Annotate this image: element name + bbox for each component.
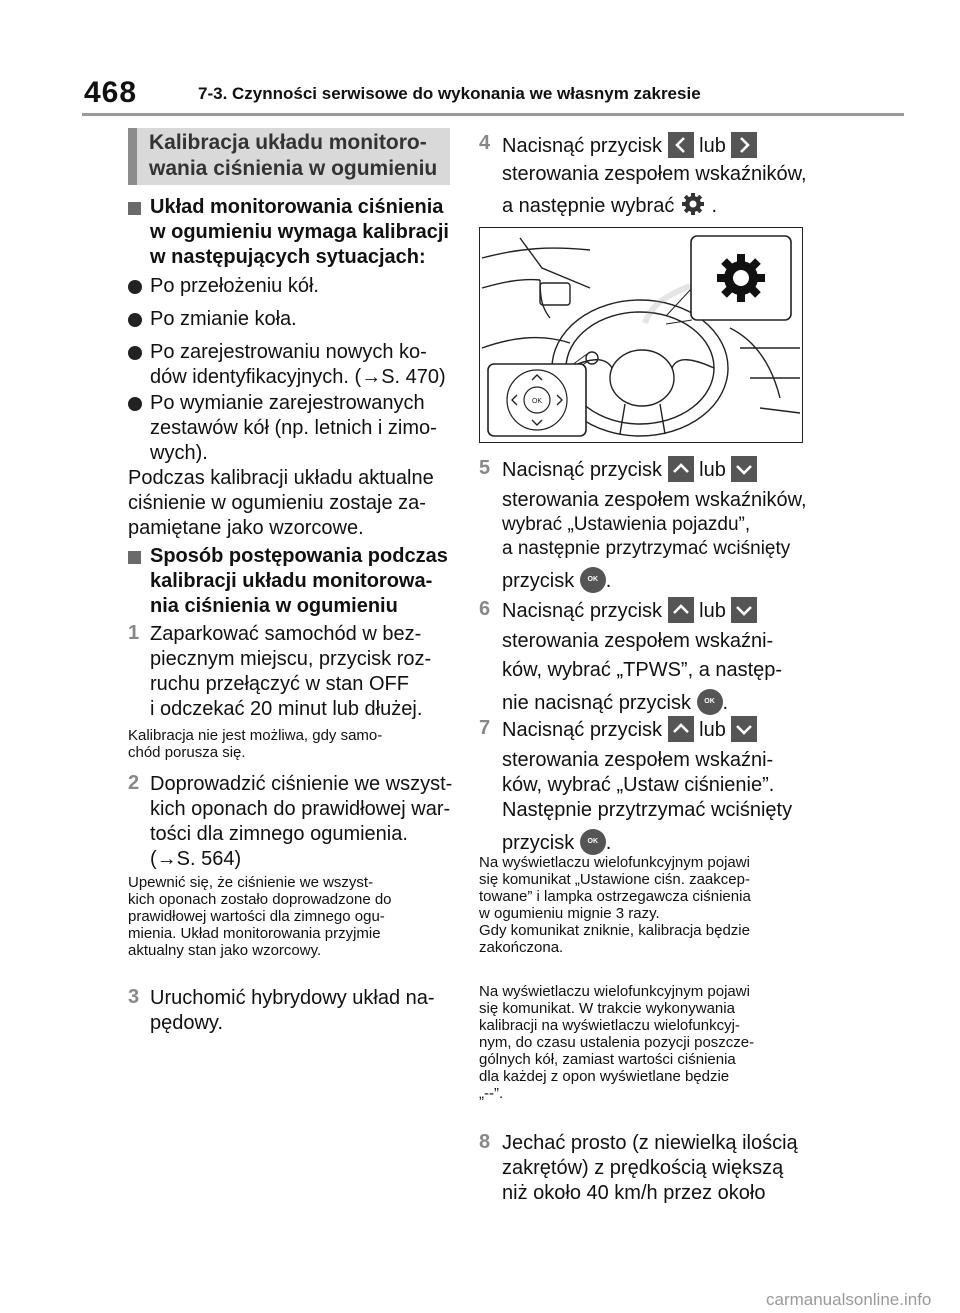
step-number-3: 3 <box>128 986 140 1008</box>
chevron-up-icon <box>668 456 694 482</box>
step-number-7: 7 <box>479 717 491 739</box>
ok-button-icon: OK <box>580 567 606 593</box>
square-bullet-icon <box>128 551 141 564</box>
chevron-down-icon <box>731 597 757 623</box>
step-8: Jechać prosto (z niewielką ilością zakrętów) z prędkością większą niż około 40 km/h przez około <box>502 1132 798 1204</box>
left-heading-1: Układ monitorowania ciśnienia w ogumieniu wymaga kalibracji w następujących sytuacjach: <box>150 196 449 268</box>
gear-icon <box>680 191 706 217</box>
step-number-1: 1 <box>128 622 140 644</box>
section-title-line1: Kalibracja układu monitoro- <box>149 131 427 154</box>
ok-button-icon: OK <box>697 689 723 715</box>
step-2: Doprowadzić ciśnienie we wszyst- kich oponach do prawidłowej war- tości dla zimnego ogumienia. (→S. 564) <box>150 773 453 870</box>
bullet-dot-icon <box>128 313 142 327</box>
chevron-up-icon <box>668 716 694 742</box>
chevron-down-icon <box>731 456 757 482</box>
section-title-box <box>128 128 450 185</box>
bullet-4: Po wymianie zarejestrowanych zestawów kół (np. letnich i zimo- wych). <box>150 392 437 464</box>
bullet-dot-1 <box>128 280 142 299</box>
section-title-line2: wania ciśnienia w ogumieniu <box>149 157 438 180</box>
instrument-panel-illustration <box>479 227 803 443</box>
watermark: carmanualsonline.info <box>766 1290 932 1309</box>
note-4: Na wyświetlaczu wielofunkcyjnym pojawi się komunikat. W trakcie wykonywania kalibracji na wyświetlaczu wielofunkcyj- nym, do czasu ustalenia pozycji poszcze- gólnych kół, zamiast wartości ciśnienia dla każdej z opon wyświetlane będzie „--”. <box>479 983 755 1102</box>
chevron-down-icon <box>731 716 757 742</box>
bullet-dot-2 <box>128 313 142 332</box>
step-1: Zaparkować samochód w bez- piecznym miejscu, przycisk roz- ruchu przełączyć w stan OFF i odczekać 20 minut lub dłużej. <box>150 623 432 720</box>
bullet-2: Po zmianie koła. <box>150 308 297 330</box>
note-1: Kalibracja nie jest możliwa, gdy samo- chód porusza się. <box>128 727 383 761</box>
note-3: Na wyświetlaczu wielofunkcyjnym pojawi się komunikat „Ustawione ciśn. zaakcep- towane” i lampka ostrzegawcza ciśnienia w ogumieniu mignie 3 razy. Gdy komunikat zniknie, kalibracja będzie zakończona. <box>479 854 751 956</box>
bullet-dot-icon <box>128 397 142 411</box>
chevron-up-icon <box>668 597 694 623</box>
step-7: Nacisnąć przycisk lub sterowania zespołem wskaźni- ków, wybrać „Ustaw ciśnienie”. Następnie przytrzymać wciśnięty przycisk OK . <box>502 716 792 857</box>
note-2: Upewnić się, że ciśnienie we wszyst- kich oponach zostało doprowadzone do prawidłowej wartości dla zimnego ogu- mienia. Układ monitorowania przyjmie aktualny stan jako wzorcowy. <box>128 874 392 959</box>
step-4: Nacisnąć przycisk lub sterowania zespołem wskaźników, a następnie wybrać . <box>502 132 807 220</box>
step-5: Nacisnąć przycisk lub sterowania zespołem wskaźników, wybrać „Ustawienia pojazdu”, a następnie przytrzymać wciśnięty przycisk OK . <box>502 456 807 595</box>
chevron-left-icon <box>668 132 694 158</box>
bullet-1: Po przełożeniu kół. <box>150 275 319 297</box>
left-heading-2: Sposób postępowania podczas kalibracji układu monitorowa- nia ciśnienia w ogumieniu <box>150 545 448 617</box>
step-6: Nacisnąć przycisk lub sterowania zespołem wskaźni- ków, wybrać „TPWS”, a następ- nie nacisnąć przycisk OK . <box>502 597 782 717</box>
steering-wheel-drawing <box>480 228 802 442</box>
chevron-right-icon <box>731 132 757 158</box>
page-number: 468 <box>84 76 138 109</box>
step-number-6: 6 <box>479 598 491 620</box>
bullet-dot-icon <box>128 346 142 360</box>
left-paragraph: Podczas kalibracji układu aktualne ciśnienie w ogumieniu zostaje za- pamiętane jako wzorcowe. <box>128 467 434 539</box>
step-number-5: 5 <box>479 457 491 479</box>
bullet-dot-3 <box>128 346 142 365</box>
bullet-3: Po zarejestrowaniu nowych ko- dów identyfikacyjnych. (→S. 470) <box>150 341 446 388</box>
ok-button-icon: OK <box>580 829 606 855</box>
square-bullet-icon <box>128 202 141 215</box>
bullet-dot-icon <box>128 280 142 294</box>
step-3: Uruchomić hybrydowy układ na- pędowy. <box>150 987 435 1034</box>
heading-square-1 <box>128 202 141 220</box>
step-number-4: 4 <box>479 132 491 154</box>
chapter-title: 7-3. Czynności serwisowe do wykonania we własnym zakresie <box>198 84 701 103</box>
header-rule <box>82 113 904 116</box>
step-number-8: 8 <box>479 1131 491 1153</box>
ok-key-label: OK <box>531 398 543 405</box>
step-number-2: 2 <box>128 772 140 794</box>
bullet-dot-4 <box>128 397 142 416</box>
heading-square-2 <box>128 551 141 569</box>
